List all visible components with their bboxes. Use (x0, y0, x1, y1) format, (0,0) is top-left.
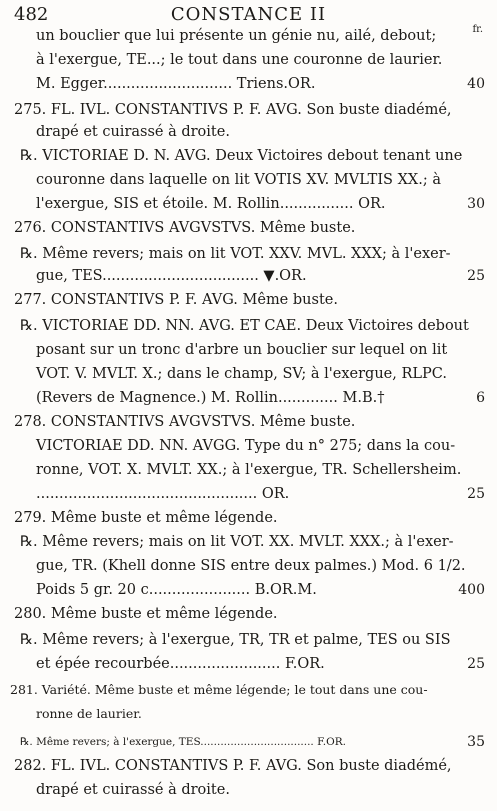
running-header (0, 4, 497, 26)
line-text: ................................................ OR. (36, 486, 290, 502)
line-text: posant sur un tronc d'arbre un bouclier sur lequel on lit (36, 342, 448, 358)
text-line (0, 629, 497, 651)
text-line (0, 755, 497, 777)
text-line (0, 579, 497, 601)
text-line (0, 265, 497, 287)
line-text: ℞. VICTORIAE D. N. AVG. Deux Victoires debout tenant une (20, 148, 463, 164)
line-text: VICTORIAE DD. NN. AVGG. Type du n° 275; dans la cou- (36, 438, 456, 454)
price-value: 40 (467, 76, 485, 92)
line-text: Poids 5 gr. 20 c...................... B.OR.M. (36, 582, 317, 598)
line-text: ℞. Même revers; mais on lit VOT. XXV. MVL. XXX; à l'exer- (20, 246, 451, 262)
text-line (0, 459, 497, 481)
price-value: 25 (467, 486, 485, 502)
text-line (0, 217, 497, 239)
line-text: drapé et cuirassé à droite. (36, 124, 230, 140)
price-value: 25 (467, 656, 485, 672)
line-text: drapé et cuirassé à droite. (36, 782, 230, 798)
text-line (0, 731, 497, 753)
text-line (0, 483, 497, 505)
text-line (0, 243, 497, 265)
text-line (0, 387, 497, 409)
line-text: ℞. Même revers; mais on lit VOT. XX. MVLT. XXX.; à l'exer- (20, 534, 454, 550)
text-line (0, 25, 497, 47)
text-line (0, 193, 497, 215)
line-text: 282. FL. IVL. CONSTANTIVS P. F. AVG. Son buste diadémé, (14, 758, 452, 774)
text-line (0, 289, 497, 311)
price-value: 25 (467, 268, 485, 284)
line-text: l'exergue, SIS et étoile. M. Rollin................ OR. (36, 196, 386, 212)
line-text: 275. FL. IVL. CONSTANTIVS P. F. AVG. Son buste diadémé, (14, 102, 452, 118)
text-line (0, 435, 497, 457)
price-value: 400 (458, 582, 485, 598)
text-line (0, 121, 497, 143)
text-line (0, 603, 497, 625)
price-value: 6 (476, 390, 485, 406)
text-line (0, 653, 497, 675)
line-text: ℞. Même revers; à l'exergue, TR, TR et palme, TES ou SIS (20, 632, 451, 648)
line-text: 278. CONSTANTIVS AVGVSTVS. Même buste. (14, 414, 356, 430)
text-line (0, 363, 497, 385)
line-text: VOT. V. MVLT. X.; dans le champ, SV; à l'exergue, RLPC. (36, 366, 447, 382)
text-line (0, 145, 497, 167)
text-line (0, 703, 497, 725)
line-text: couronne dans laquelle on lit VOTIS XV. MVLTIS XX.; à (36, 172, 441, 188)
text-line (0, 679, 497, 701)
page-number: 482 (14, 4, 49, 25)
currency-note: fr. (472, 24, 483, 35)
line-text: à l'exergue, TE...; le tout dans une couronne de laurier. (36, 52, 443, 68)
line-text: 280. Même buste et même légende. (14, 606, 278, 622)
line-text: et épée recourbée........................ F.OR. (36, 656, 325, 672)
text-line (0, 169, 497, 191)
line-text: ℞. Même revers; à l'exergue, TES.................................. F.OR. (20, 736, 346, 748)
line-text: 276. CONSTANTIVS AVGVSTVS. Même buste. (14, 220, 356, 236)
line-text: ronne de laurier. (36, 706, 142, 721)
text-line (0, 531, 497, 553)
line-text: gue, TES.................................. ▼.OR. (36, 268, 307, 284)
price-value: 35 (467, 734, 485, 750)
line-text: 277. CONSTANTIVS P. F. AVG. Même buste. (14, 292, 338, 308)
line-text: ronne, VOT. X. MVLT. XX.; à l'exergue, TR. Schellersheim. (36, 462, 462, 478)
text-line (0, 555, 497, 577)
line-text: (Revers de Magnence.) M. Rollin............. M.B.† (36, 390, 385, 406)
text-line (0, 99, 497, 121)
line-text: un bouclier que lui présente un génie nu, ailé, debout; (36, 28, 437, 44)
text-line (0, 779, 497, 801)
running-title: CONSTANCE II (170, 4, 327, 25)
line-text: gue, TR. (Khell donne SIS entre deux palmes.) Mod. 6 1/2. (36, 558, 466, 574)
text-line (0, 315, 497, 337)
price-value: 30 (467, 196, 485, 212)
text-line (0, 49, 497, 71)
line-text: M. Egger............................ Triens.OR. (36, 76, 316, 92)
line-text: 279. Même buste et même légende. (14, 510, 278, 526)
text-line (0, 339, 497, 361)
text-line (0, 507, 497, 529)
line-text: ℞. VICTORIAE DD. NN. AVG. ET CAE. Deux Victoires debout (20, 318, 469, 334)
text-line (0, 411, 497, 433)
text-line (0, 73, 497, 95)
line-text: 281. Variété. Même buste et même légende; le tout dans une cou- (10, 682, 428, 697)
